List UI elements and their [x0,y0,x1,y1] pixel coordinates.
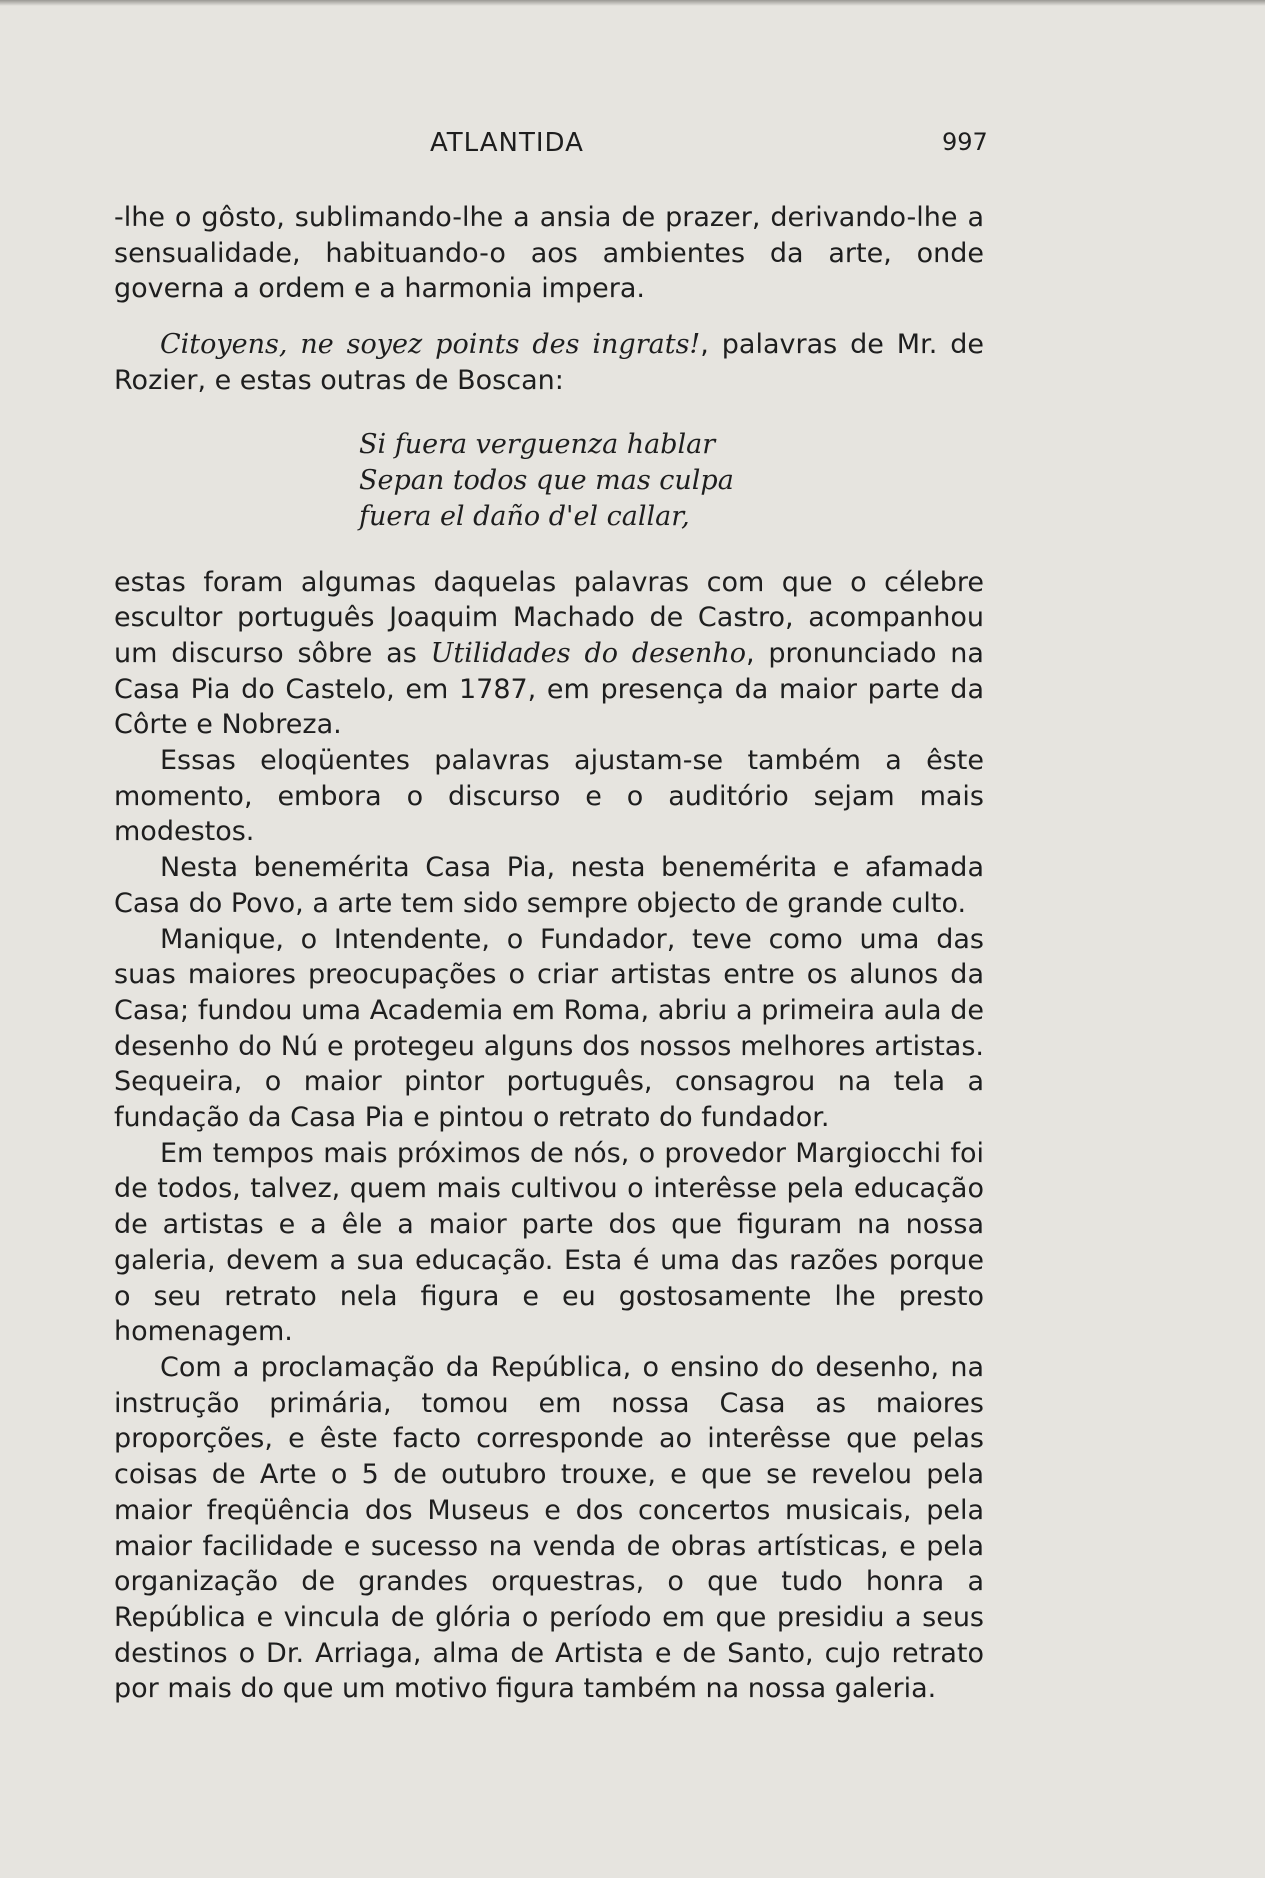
verse-line-2: Sepan todos que mas culpa [359,464,734,496]
body-text [114,200,984,1707]
paragraph-2-rest: , palavras de Mr. de Rozier, e estas outras de Boscan: [114,329,984,396]
french-quote: Citoyens, ne soyez points des ingrats! [160,329,701,361]
verse-quote [359,427,984,535]
page-number: 997 [942,128,988,156]
paragraph-8: Com a proclamação da República, o ensino do desenho, na instrução primária, tomou em nossa Casa as maiores proporções, e êste facto corresponde ao interêsse que pelas coisas de Arte o 5 de outubro trouxe, e que se revelou pela maior freqüência dos Museus e dos concertos musicais, pela maior facilidade e sucesso na venda de obras artísticas, e pela organização de grandes orquestras, o que tudo honra a República e vincula de glória o período em que presidiu a seus destinos o Dr. Arriaga, alma de Artista e de Santo, cujo retrato por mais do que um motivo figura também na nossa galeria. [114,1351,984,1705]
paragraph-3-start: estas foram algumas daquelas palavras com que o célebre escultor português Joaquim Machado de Castro, acompanhou um discurso sôbre as [114,566,984,669]
discourse-title: Utilidades do desenho [430,637,746,669]
running-title: ATLANTIDA [430,128,584,158]
verse-line-3: fuera el daño d'el callar, [359,500,690,532]
paragraph-7: Em tempos mais próximos de nós, o provedor Margiocchi foi de todos, talvez, quem mais cultivou o interêsse pela educação de artistas e a êle a maior parte dos que figuram na nossa galeria, devem a sua educação. Esta é uma das razões porque o seu retrato nela figura e eu gostosamente lhe presto homenagem. [114,1137,984,1348]
paragraph-4: Essas eloqüentes palavras ajustam-se também a êste momento, embora o discurso e o auditório sejam mais modestos. [114,745,984,848]
paragraph-2 [114,327,984,398]
paragraph-1: -lhe o gôsto, sublimando-lhe a ansia de prazer, derivando-lhe a sensualidade, habituando-o aos ambientes da arte, onde governa a ordem e a harmonia impera. [114,202,984,305]
verse-line-1: Si fuera verguenza hablar [359,428,716,460]
paragraph-3 [114,565,984,744]
page-header [0,128,1265,168]
page-top-edge [0,0,1265,6]
paragraph-3-end: , pronunciado na Casa Pia do Castelo, em 1787, em presença da maior parte da Côrte e Nobreza. [114,637,984,741]
paragraph-6: Manique, o Intendente, o Fundador, teve como uma das suas maiores preocupações o criar artistas entre os alunos da Casa; fundou uma Academia em Roma, abriu a primeira aula de desenho do Nú e protegeu alguns dos nossos melhores artistas. Sequeira, o maior pintor português, consagrou na tela a fundação da Casa Pia e pintou o retrato do fundador. [114,923,984,1134]
paragraph-5: Nesta benemérita Casa Pia, nesta benemérita e afamada Casa do Povo, a arte tem sido sempre objecto de grande culto. [114,852,984,919]
